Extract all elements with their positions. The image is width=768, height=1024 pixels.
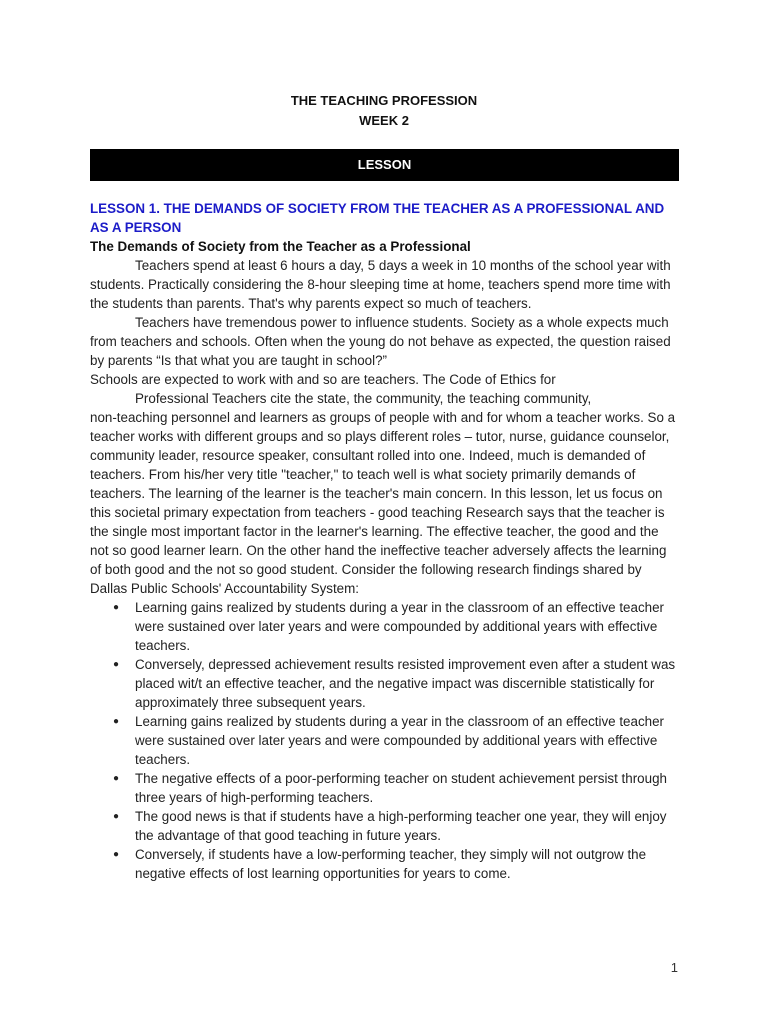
- bullet-icon: ●: [113, 773, 120, 784]
- week-label: WEEK 2: [359, 113, 409, 128]
- paragraph-2: Teachers have tremendous power to influence students. Society as a whole expects much from teachers and schools. Often when the young do not behave as expected, the question raised by parents “Is that what you are taught in school?”: [90, 315, 671, 368]
- list-item: [90, 712, 680, 769]
- page-number: 1: [670, 960, 678, 975]
- paragraph-1: Teachers spend at least 6 hours a day, 5 days a week in 10 months of the school year with students. Practically considering the 8-hour sleeping time at home, teachers spend more time with the students than parents. That's why parents expect so much of teachers.: [90, 258, 671, 311]
- lesson-heading: LESSON 1. THE DEMANDS OF SOCIETY FROM THE TEACHER AS A PROFESSIONAL AND AS A PERSON: [90, 201, 665, 235]
- list-item: [90, 807, 680, 845]
- paragraph-4-lead: Professional Teachers cite the state, the community, the teaching community,: [135, 391, 592, 406]
- list-item: [90, 769, 680, 807]
- bullet-icon: ●: [113, 716, 120, 727]
- list-item-text: Conversely, depressed achievement results resisted improvement even after a student was placed wit/t an effective teacher, and the negative impact was discernible statistically for approximately three subsequent years.: [135, 657, 676, 710]
- document-title: THE TEACHING PROFESSION: [290, 93, 478, 108]
- list-item: [90, 845, 680, 883]
- research-findings-list: [90, 598, 680, 883]
- list-item-text: Learning gains realized by students during a year in the classroom of an effective teacher were sustained over later years and were compounded by additional years with effective teachers.: [135, 714, 664, 767]
- list-item: [90, 598, 680, 655]
- lesson-content: [90, 199, 680, 883]
- list-item-text: Conversely, if students have a low-performing teacher, they simply will not outgrow the negative effects of lost learning opportunities for years to come.: [135, 847, 647, 881]
- list-item-text: The good news is that if students have a high-performing teacher one year, they will enjoy the advantage of that good teaching in future years.: [135, 809, 667, 843]
- paragraph-3: Schools are expected to work with and so are teachers. The Code of Ethics for: [90, 372, 556, 387]
- bullet-icon: ●: [113, 659, 120, 670]
- paragraph-4: non-teaching personnel and learners as groups of people with and for whom a teacher works. So a teacher works with different groups and so plays different roles – tutor, nurse, guidance counselor, community leader, resource speaker, consultant rolled into one. Indeed, much is demanded of teachers. From his/her very title "teacher," to teach well is what society primarily demands of teachers. The learning of the learner is the teacher's main concern. In this lesson, let us focus on this societal primary expectation from teachers - good teaching Research says that the teacher is the single most important factor in the learner's learning. The effective teacher, the good and the not so good learner learn. On the other hand the ineffective teacher adversely affects the learning of both good and the not so good student. Consider the following research findings shared by Dallas Public Schools' Accountability System:: [90, 410, 676, 596]
- list-item-text: The negative effects of a poor-performing teacher on student achievement persist through three years of high-performing teachers.: [135, 771, 667, 805]
- lesson-banner: LESSON: [90, 149, 679, 181]
- bullet-icon: ●: [113, 849, 120, 860]
- section-subheading: The Demands of Society from the Teacher as a Professional: [90, 239, 471, 254]
- list-item-text: Learning gains realized by students during a year in the classroom of an effective teacher were sustained over later years and were compounded by additional years with effective teachers.: [135, 600, 664, 653]
- bullet-icon: ●: [113, 602, 120, 613]
- list-item: [90, 655, 680, 712]
- bullet-icon: ●: [113, 811, 120, 822]
